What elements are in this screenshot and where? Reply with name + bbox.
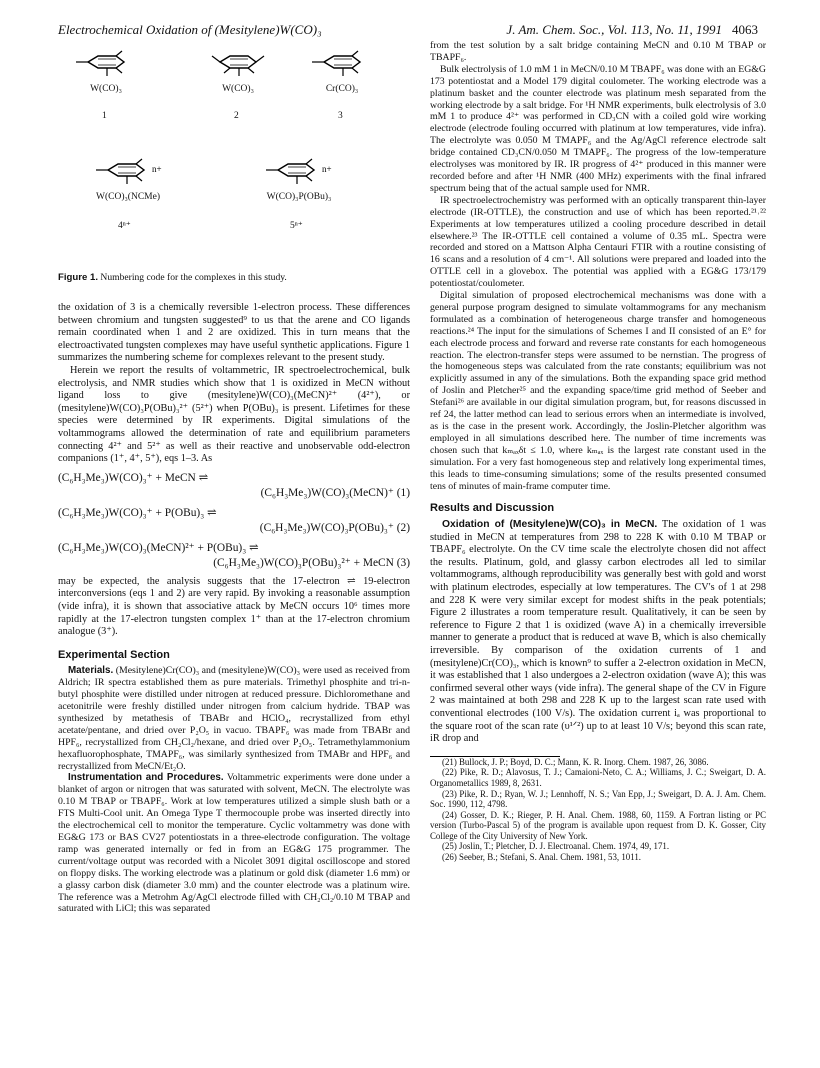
running-head-right — [506, 22, 758, 38]
paragraph: the oxidation of 3 is a chemically reversible 1-electron process. These differences between chromium and tungsten suggested⁹ to us that the arene and CO ligands remain coordinated when 1 and 2 are oxidized. This in turn means that the electroactivated tungsten complexes may have useful synthetic applications. Figure 1 summarizes the numbering scheme for complexes relevant to the present study. — [58, 302, 410, 364]
right-column — [430, 40, 766, 863]
caption-label: Figure 1. — [58, 272, 98, 283]
paragraph: IR spectroelectrochemistry was performed with an optically transparent thin-layer electrode (IR-OTTLE), the construction and use of which has been reported.²¹˒²² Experiments at low temperatures utilized a cooling procedure described in detail elsewhere.²³ The IR-OTTLE cell contained a volume of 0.35 mL. Spectra were recorded and stored on a Mattson Alpha Centauri FTIR with a routine consisting of 16 scans and a resolution of 4 cm⁻¹. All solutions were prepared and loaded into the OTTLE cell in a glovebox. The potential was applied with a EG&G 173/179 potentiostat/coulometer. — [430, 194, 766, 290]
paragraph-text: Voltammetric experiments were done under a blanket of argon or nitrogen that was saturated with solvent, MeCN. The electrolyte was 0.10 M TBAP or TBAPF₆. Work at low temperatures utilized a simple slush bath or a FTS Multi-Cool unit. An Omega Type T thermocouple probe was inserted directly into the electrochemical cell to monitor the temperature. Cyclic voltammetry was done with EG&G 173 or BAS CV27 potentiostats in a three-electrode configuration. The voltage ramp was generated internally or fed in from an EG&G 175 programmer. The current/voltage output was recorded with a Nicolet 3091 digital oscilloscope and stored on floppy disks. The working electrode was a platinum or gold disk (diameter 1.6 mm) or a glassy carbon disk (diameter 3.0 mm) and the counter electrode was a platinum wire. The reference was a Metrohm Ag/AgCl electrode filled with CH₂Cl₂/0.10 M TBAP and saturated with LiCl; this was separated — [58, 772, 410, 915]
paragraph-text: (Mesitylene)Cr(CO)₃ and (mesitylene)W(CO)₃ were used as received from Aldrich; IR spectra established them as pure materials. Trimethyl phosphite and tri-n-butyl phosphite were distilled under nitrogen at reduced pressure. Dichloromethane and acetonitrile were freshly distilled under nitrogen from calcium hydride. TBAP was synthesized by metathesis of TBABr and HClO₄, recrystallized from ethyl acetate/pentane, and dried over P₂O₅ in vacuo. TBAPF₆ was made from TBABr and HPF₆, recrystallized from CH₂Cl₂/hexane, and dried over P₂O₅. Tetramethylammonium hexafluorophosphate, TMAPF₆, was similarly synthesized from TMABr and HPF₆ and recrystallized from MeCN/Et₂O. — [58, 665, 410, 772]
reference-item: (23) Pike, R. D.; Ryan, W. J.; Lennhoff, N. S.; Van Epp, J.; Sweigart, D. A. J. Am. Chem. Soc. 1990, 112, 4798. — [430, 788, 766, 810]
equation-1 — [58, 471, 410, 501]
equation-line: (C₆H₃Me₃)W(CO)₃⁺ + P(OBu)₃ ⇌ — [58, 506, 217, 519]
charge-label: n+ — [152, 164, 162, 174]
molecule-label: W(CO)₃(NCMe) — [96, 191, 160, 202]
paragraph: may be expected, the analysis suggests that the 17-electron ⇌ 19-electron interconversions (eqs 1 and 2) are very rapid. By invoking a reasonable assumption (vide infra), it is shown that associative attack by MeCN occurs 10⁶ times more rapidly at the 17-electron tungsten complex 1⁺ than at the 17-electron chromium analogue (3⁺). — [58, 575, 410, 638]
paragraph — [58, 665, 410, 772]
run-in-heading: Oxidation of (Mesitylene)W(CO)₃ in MeCN. — [442, 519, 658, 531]
arene-ring-icon — [244, 158, 354, 184]
arene-ring-icon — [78, 158, 178, 184]
paragraph-text: The oxidation of 1 was studied in MeCN at temperatures from 298 to 228 K with 0.10 M TBAP or TBAPF₆ electrolyte. On the CV time scale the electrolyte chosen did not affect the results. Platinum, gold, and glassy carbon electrodes all led to similar voltammograms, although reproducibility was generally best with gold and worst with platinum electrodes, especially at low temperatures. The CV's of 1 at 298 and 228 K were very similar except for modest shifts in the peak potentials; Figure 2 illustrates a room temperature result. Qualitatively, it can be seen by reference to Figure 2 that 1 is oxidized (wave A) in a chemically irreversible manner to generate a product that is reduced at wave B, which is also chemically irreversible. By comparison of the oxidation currents of 1 and (mesitylene)Cr(CO)₃, which is known⁹ to suffer a 2-electron oxidation in MeCN, it was established that 1 also undergoes a 2-electron oxidation (wave A); this was confirmed several other ways (vide infra). The general shape of the CV in Figure 2 was maintained at both 298 and 228 K up to the largest scan rate used with conventional electrodes (100 V/s). The oxidation current iₐ was proportional to the square root of the scan rate (υ¹ᐟ²) up to at least 10 V/s; beyond this scan rate, iR drop and — [430, 519, 767, 745]
arene-ring-icon — [198, 50, 278, 76]
molecule-5 — [244, 158, 354, 231]
molecule-2 — [198, 50, 278, 121]
molecule-label: W(CO)₃ — [90, 83, 122, 94]
journal-citation: J. Am. Chem. Soc., Vol. 113, No. 11, 1991 — [506, 22, 722, 37]
reference-item: (26) Seeber, B.; Stefani, S. Anal. Chem. 1981, 53, 1011. — [442, 852, 641, 863]
section-heading: Experimental Section — [58, 648, 170, 661]
equation-2 — [58, 506, 410, 536]
equation-line: (C₆H₃Me₃)W(CO)₃(MeCN)²⁺ + P(OBu)₃ ⇌ — [58, 541, 259, 554]
charge-label: n+ — [322, 164, 332, 174]
molecule-number: 3 — [338, 111, 343, 121]
reference-item: (25) Joslin, T.; Pletcher, D. J. Electroanal. Chem. 1974, 49, 171. — [442, 841, 670, 852]
paragraph — [58, 772, 410, 915]
running-head-left: Electrochemical Oxidation of (Mesitylene)W(CO)₃ — [58, 22, 322, 37]
equation-line: (C₆H₃Me₃)W(CO)₃⁺ + MeCN ⇌ — [58, 471, 209, 484]
run-in-heading: Materials. — [68, 665, 114, 677]
reference-item: (24) Gosser, D. K.; Rieger, P. H. Anal. Chem. 1988, 60, 1159. A Fortran listing or PC version (Turbo-Pascal 5) of the program is available upon request from D. K. Gosser, City College of the City University of New York. — [430, 809, 766, 841]
molecule-number: 5ⁿ⁺ — [290, 221, 303, 231]
paragraph: Herein we report the results of voltammetric, IR spectroelectrochemical, bulk electrolysis, and NMR studies which show that 1 is oxidized in MeCN without ligand loss to give (mesitylene)W(CO)₃(MeCN)²⁺ (4²⁺), or (mesitylene)W(CO)₃P(OBu)₃²⁺ (5²⁺) when P(OBu)₃ is present. Lifetimes for these species were determined by IR experiments. Digital simulations of the voltammograms allowed the determination of rate and equilibrium parameters connecting 4²⁺ and 5²⁺ as well as their reactive and unobservable odd-electron companions (1⁺, 4⁺, 5⁺), eqs 1–3. As — [58, 364, 410, 465]
paragraph: Digital simulation of proposed electrochemical mechanisms was done with a general purpose program designed to simulate voltammograms for any mechanism formulated as a combination of heterogeneous charge transfer and homogeneous reactions.²⁴ The input for the simulations of Schemes I and II consisted of an E° for each electrode process and forward and reverse rate constants for each homogeneous reaction. The electron-transfer steps were assumed to be nernstian. The progress of the homogeneous steps was calculated from the rate constants; equilibrium was not explicitly assumed in any of the simulations. Both the expanding space grid method of Joslin and Pletcher²⁵ and the expanding space/time grid method of Seeber and Stefani²⁶ are available in our digital simulation program, but, for reasons discussed in ref 24, the latter method can lead to serious errors when an intermediate is involved, as is the case in the present work. Accordingly, the Joslin-Pletcher algorithm was employed in all simulations described here. The number of time increments was chosen such that kₘₐₓδt ≤ 1.0, where kₘₐₓ is the largest rate constant used in the simulation. For a very fast homogeneous step and relatively long experimental times, this leads to time-consuming simulations; some of the results presented consumed tens of minutes of main-frame computer time. — [430, 290, 766, 492]
experimental-text — [58, 665, 410, 915]
equation-3 — [58, 541, 410, 571]
left-column — [58, 40, 410, 915]
reference-item: (21) Bullock, J. P.; Boyd, D. C.; Mann, K. R. Inorg. Chem. 1987, 26, 3086. — [442, 756, 709, 767]
paragraph — [430, 519, 766, 746]
molecule-3 — [302, 50, 382, 121]
reference-item: (22) Pike, R. D.; Alavosus, T. J.; Camaioni-Neto, C. A.; Williams, J. C.; Sweigart, D. A. Organometallics 1989, 8, 2631. — [430, 767, 766, 788]
equation-line: (C₆H₃Me₃)W(CO)₃(MeCN)⁺ (1) — [260, 486, 410, 499]
equation-line: (C₆H₃Me₃)W(CO)₃P(OBu)₃⁺ (2) — [259, 521, 410, 534]
arene-ring-icon — [302, 50, 382, 76]
paragraph: from the test solution by a salt bridge containing MeCN and 0.10 M TBAP or TBAPF₆. — [430, 40, 766, 63]
molecule-number: 4ⁿ⁺ — [118, 221, 131, 231]
molecule-number: 2 — [234, 111, 239, 121]
molecule-label: W(CO)₃P(OBu)₃ — [266, 191, 332, 202]
paragraph: Bulk electrolysis of 1.0 mM 1 in MeCN/0.10 M TBAPF₆ was done with an EG&G 173 potentiostat and a Model 179 digital coulometer. The working electrode was a platinum basket and the counter electrode was platinum mesh separated from the working electrode by a salt bridge. For ¹H NMR experiments, bulk electrolysis of 3.0 mM 1 to produce 4²⁺ was performed in CD₃CN with a coiled gold wire working electrode (electrode fouling occurred with platinum at low temperatures, vide infra). The electrolyte was 0.050 M TMAPF₆ and the Ag/AgCl reference electrode salt bridge contained CD₃CN/0.050 M TMAPF₆. The progress of the low-temperature electrolyses was monitored by IR. IR progress of 4²⁺ produced in this manner were recorded before and after ¹H NMR (400 MHz) experiments with the final infrared spectrum being that of the actual sample used for NMR. — [430, 63, 766, 194]
run-in-heading: Instrumentation and Procedures. — [68, 772, 224, 784]
molecule-label: Cr(CO)₃ — [325, 83, 359, 94]
experimental-text-cont — [430, 40, 766, 492]
arene-ring-icon — [66, 50, 146, 76]
molecule-label: W(CO)₃ — [222, 83, 254, 94]
caption-text: Numbering code for the complexes in this study. — [100, 272, 287, 283]
molecule-4 — [78, 158, 178, 231]
figure-1 — [58, 40, 410, 270]
molecule-1 — [66, 50, 146, 121]
references — [430, 757, 766, 863]
figure-caption — [58, 272, 410, 284]
section-heading: Results and Discussion — [430, 502, 555, 515]
equation-line: (C₆H₃Me₃)W(CO)₃P(OBu)₃²⁺ + MeCN (3) — [213, 556, 410, 569]
molecule-number: 1 — [102, 111, 107, 121]
page-number: 4063 — [732, 22, 758, 37]
